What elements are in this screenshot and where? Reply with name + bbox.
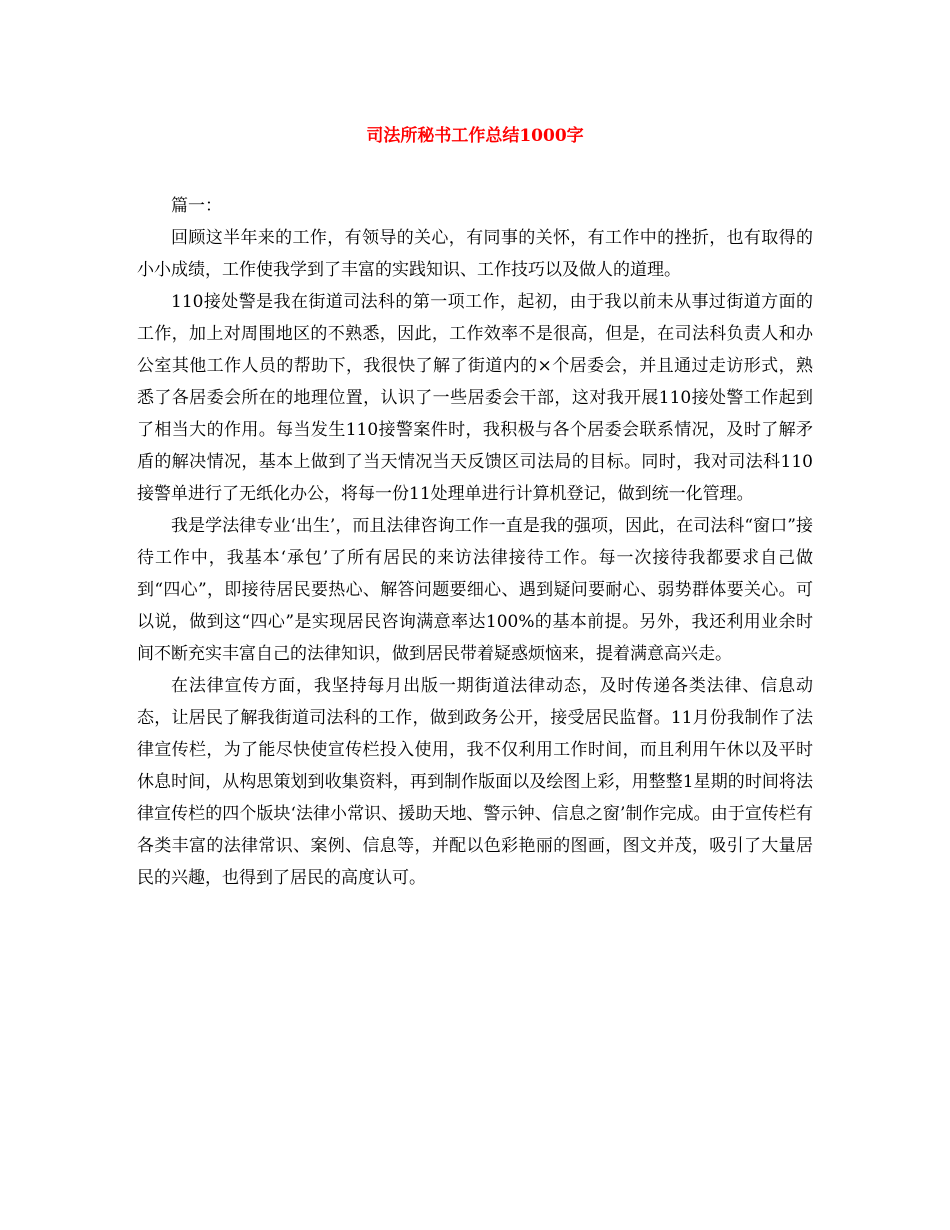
paragraph: 我是学法律专业‘出生’，而且法律咨询工作一直是我的强项，因此，在司法科“窗口”接待工作中，我基本‘承包’了所有居民的来访法律接待工作。每一次接待我都要求自己做到“四心”，即接待居民要热心、解答问题要细心、遇到疑问要耐心、弱势群体要关心。可以说，做到这“四心”是实现居民咨询满意率达100%的基本前提。另外，我还利用业余时间不断充实丰富自己的法律知识，做到居民带着疑惑烦恼来，提着满意高兴走。 xyxy=(137,516,813,664)
paragraph: 110接处警是我在街道司法科的第一项工作，起初，由于我以前未从事过街道方面的工作，加上对周围地区的不熟悉，因此，工作效率不是很高，但是，在司法科负责人和办公室其他工作人员的帮助下，我很快了解了街道内的×个居委会，并且通过走访形式，熟悉了各居委会所在的地理位置，认识了一些居委会干部，这对我开展110接处警工作起到了相当大的作用。每当发生110接警案件时，我积极与各个居委会联系情况，及时了解矛盾的解决情况，基本上做到了当天情况当天反馈区司法局的目标。同时，我对司法科110接警单进行了无纸化办公，将每一份11处理单进行计算机登记，做到统一化管理。 xyxy=(137,292,813,504)
document-body xyxy=(137,190,813,894)
paragraph: 回顾这半年来的工作，有领导的关心，有同事的关怀，有工作中的挫折，也有取得的小小成绩，工作使我学到了丰富的实践知识、工作技巧以及做人的道理。 xyxy=(137,228,813,280)
section-label: 篇一： xyxy=(171,196,222,216)
paragraph: 在法律宣传方面，我坚持每月出版一期街道法律动态，及时传递各类法律、信息动态，让居民了解我街道司法科的工作，做到政务公开，接受居民监督。11月份我制作了法律宣传栏，为了能尽快使宣传栏投入使用，我不仅利用工作时间，而且利用午休以及平时休息时间，从构思策划到收集资料，再到制作版面以及绘图上彩，用整整1星期的时间将法律宣传栏的四个版块‘法律小常识、援助天地、警示钟、信息之窗’制作完成。由于宣传栏有各类丰富的法律常识、案例、信息等，并配以色彩艳丽的图画，图文并茂，吸引了大量居民的兴趣，也得到了居民的高度认可。 xyxy=(137,676,813,888)
document-title: 司法所秘书工作总结1000字 xyxy=(366,126,584,146)
